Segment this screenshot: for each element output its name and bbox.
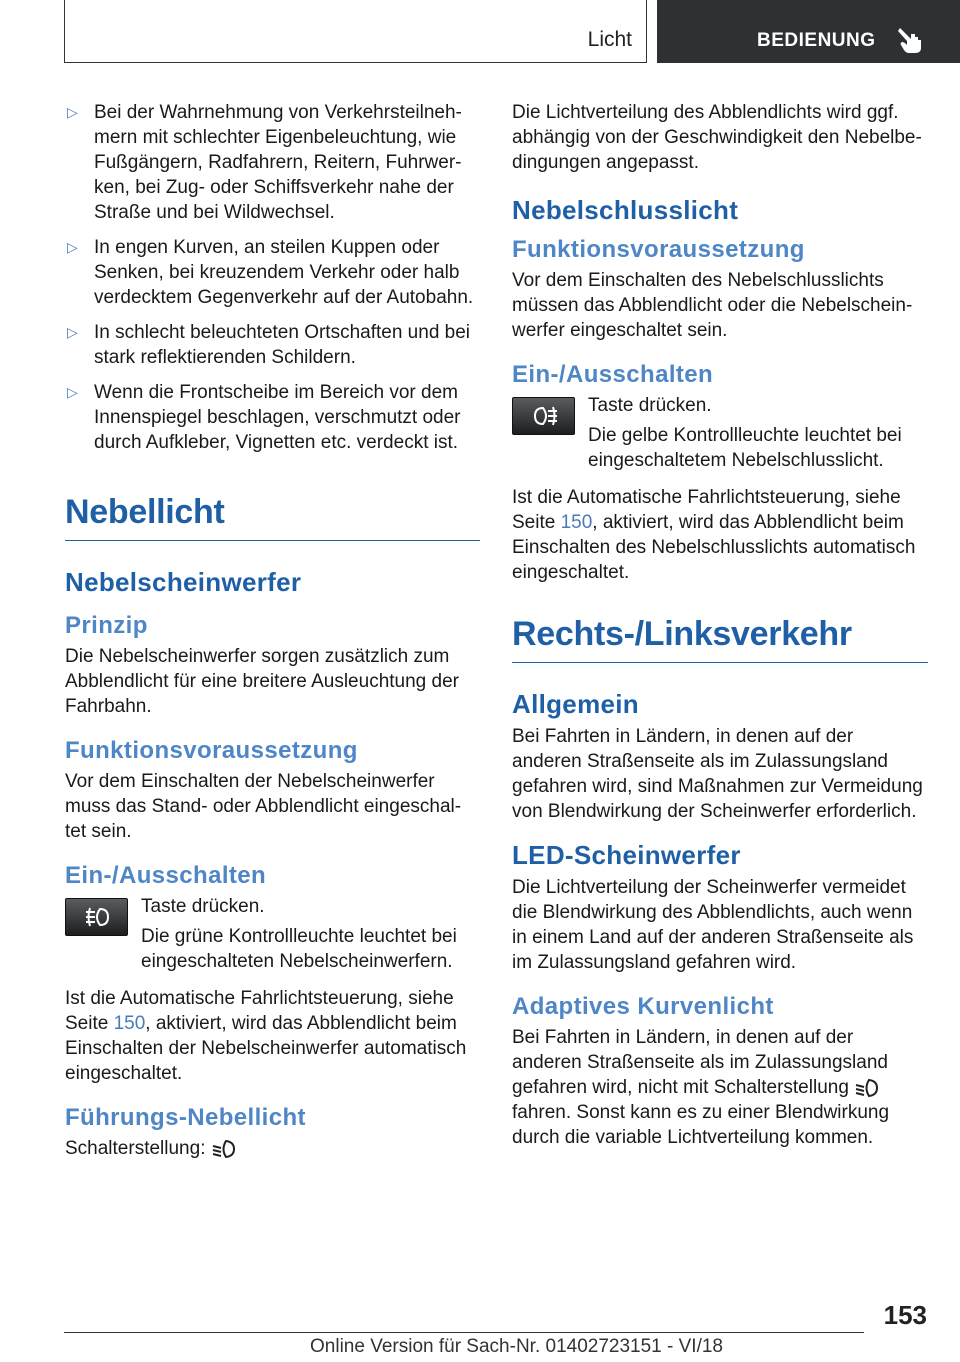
auto-light-text-right: Ist die Automatische Fahrlichtsteuerung, siehe Seite 150, aktiviert, wird das Abblendlicht beim Einschalten des Nebelschlusslichts automatisch eingeschaltet. [512, 487, 916, 583]
heading-prinzip: Prinzip [65, 612, 148, 639]
section-tab [64, 0, 647, 63]
auto-light-text: Ist die Automatische Fahrlichtsteuerung, siehe Seite 150, aktiviert, wird das Abblendlicht beim Einschalten der Nebelscheinwerfer automatisch eingeschaltet. [65, 988, 467, 1084]
chapter-title: BEDIENUNG [757, 30, 876, 51]
allgemein-text: Bei Fahrten in Ländern, in denen auf der anderen Straßenseite als im Zulassungsland gefahren wird, sind Maßnahmen zur Vermeidung von Blendwirkung der Scheinwerfer erforderlich. [512, 726, 923, 822]
rear-fog-button-row [512, 393, 928, 473]
left-column [65, 100, 480, 1161]
front-fog-light-icon [84, 906, 112, 928]
heading-rechts-linksverkehr: Rechts-/Linksverkehr [512, 615, 928, 663]
footer-version: Online Version für Sach-Nr. 01402723151 - VI/18 [310, 1336, 723, 1357]
triangle-bullet-icon: ▷ [67, 104, 78, 120]
funktion-text-right: Vor dem Einschalten des Nebelschlusslichts müssen das Abblendlicht oder die Nebelschein-werfer eingeschaltet sein. [512, 270, 913, 341]
page-link-150-right[interactable]: 150 [560, 512, 593, 533]
list-item: ▷ Bei der Wahrnehmung von Verkehrsteilneh-mern mit schlechter Eigenbeleuchtung, wie Fußgängern, Radfahrern, Reitern, Fuhrwer-ken, bei Zug- oder Schiffsverkehr nahe der Straße und bei Wildwechsel. [67, 102, 462, 223]
footer-divider [64, 1332, 864, 1333]
rear-fog-light-button[interactable] [512, 397, 575, 435]
triangle-bullet-icon: ▷ [67, 324, 78, 340]
funktion-text: Vor dem Einschalten der Nebelscheinwerfer muss das Stand- oder Abblendlicht eingeschal-tet sein. [65, 771, 462, 842]
pointing-hand-icon [897, 26, 923, 54]
led-text: Die Lichtverteilung der Scheinwerfer vermeidet die Blendwirkung des Abblendlichts, auch wenn in einem Land auf der anderen Straßenseite als im Zulassungsland gefahren wird. [512, 877, 914, 973]
heading-ein-ausschalten: Ein-/Ausschalten [65, 862, 267, 889]
page-link-150[interactable]: 150 [113, 1013, 146, 1034]
low-beam-light-icon [211, 1138, 237, 1160]
page-number: 153 [883, 1300, 927, 1330]
kurvenlicht-text: Bei Fahrten in Ländern, in denen auf der anderen Straßenseite als im Zulassungsland gefahren wird, nicht mit Schalterstellung fahren. Sonst kann es zu einer Blendwirkung durch die variable Lichtverteilung kommen. [512, 1027, 890, 1148]
heading-ein-ausschalten-right: Ein-/Ausschalten [512, 361, 714, 388]
page-header [64, 0, 960, 66]
heading-adaptives-kurvenlicht: Adaptives Kurvenlicht [512, 993, 774, 1020]
list-item: ▷ In schlecht beleuchteten Ortschaften und bei stark reflektierenden Schildern. [67, 322, 471, 368]
list-item: ▷ Wenn die Frontscheibe im Bereich vor dem Innenspiegel beschlagen, verschmutzt oder durch Aufkleber, Vignetten etc. verdeckt ist. [67, 382, 461, 453]
section-title: Licht [587, 28, 632, 51]
rear-fog-light-icon [531, 405, 559, 427]
heading-nebellicht: Nebellicht [65, 493, 480, 541]
triangle-bullet-icon: ▷ [67, 239, 78, 255]
heading-nebelscheinwerfer: Nebelscheinwerfer [65, 567, 302, 597]
chapter-tab [657, 0, 960, 63]
fog-light-button-row [65, 894, 480, 974]
prinzip-text: Die Nebelscheinwerfer sorgen zusätzlich zum Abblendlicht für eine breitere Ausleuchtung der Fahrbahn. [65, 646, 459, 717]
indicator-text-line: Die grüne Kontrollleuchte leuchtet bei eingeschalteten Nebelscheinwerfern. [141, 926, 457, 972]
right-column [512, 100, 928, 1150]
heading-nebelschlusslicht: Nebelschlusslicht [512, 195, 739, 225]
heading-allgemein: Allgemein [512, 689, 639, 719]
indicator-text-right: Die gelbe Kontrollleuchte leuchtet bei eingeschaltetem Nebelschlusslicht. [588, 425, 902, 471]
press-button-text-right: Taste drücken. [588, 395, 712, 416]
heading-fuehrungs-nebellicht: Führungs-Nebellicht [65, 1104, 306, 1131]
heading-funktionsvoraussetzung: Funktionsvoraussetzung [65, 737, 358, 764]
low-beam-light-icon [854, 1077, 880, 1099]
press-button-text: Taste drücken. [141, 896, 265, 917]
heading-led-scheinwerfer: LED-Scheinwerfer [512, 840, 741, 870]
triangle-bullet-icon: ▷ [67, 384, 78, 400]
front-fog-light-button[interactable] [65, 898, 128, 936]
list-item: ▷ In engen Kurven, an steilen Kuppen oder Senken, bei kreuzendem Verkehr oder halb verdecktem Gegenverkehr auf der Autobahn. [67, 237, 474, 308]
bullet-list [65, 100, 480, 455]
heading-funktionsvoraussetzung-right: Funktionsvoraussetzung [512, 236, 805, 263]
intro-text: Die Lichtverteilung des Abblendlichts wird ggf. abhängig von der Geschwindigkeit den Nebelbe-dingungen angepasst. [512, 102, 922, 173]
switch-position-text: Schalterstellung: [65, 1136, 480, 1161]
